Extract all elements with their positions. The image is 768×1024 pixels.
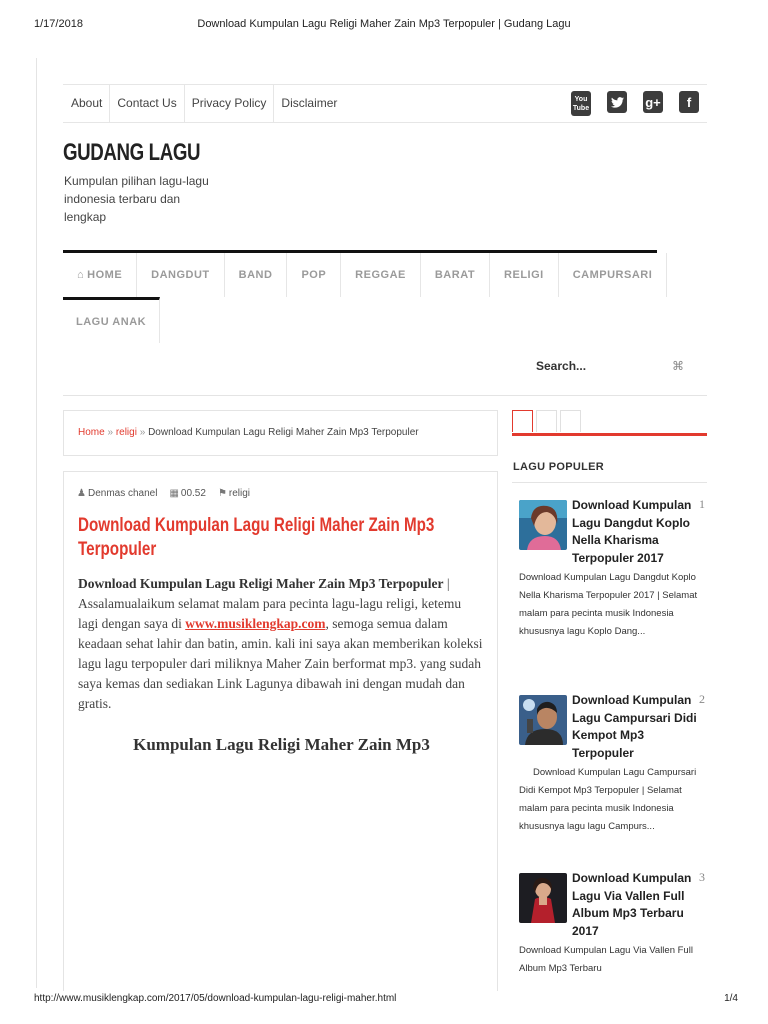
popular-item[interactable] — [519, 870, 705, 978]
twitter-bird-glyph — [611, 97, 624, 108]
divider — [63, 395, 707, 396]
post-title: Download Kumpulan Lagu Religi Maher Zain Mp3 Terpopuler — [78, 515, 435, 560]
nav-home-label: HOME — [87, 269, 123, 281]
topnav-contact[interactable]: Contact Us — [110, 85, 184, 122]
post-card — [63, 471, 498, 991]
post-meta — [77, 488, 250, 499]
sidebar-tab-3[interactable] — [560, 410, 581, 432]
breadcrumb-separator: » — [107, 427, 114, 438]
popular-excerpt: Download Kumpulan Lagu Dangdut Koplo Nella Kharisma Terpopuler 2017 | Selamat malam para pecinta musik Indonesia khususnya lagu Koplo Dang... — [519, 572, 698, 637]
topnav-disclaimer[interactable]: Disclaimer — [281, 96, 338, 110]
nav-home[interactable] — [63, 253, 137, 297]
popular-thumbnail[interactable] — [519, 873, 567, 923]
post-time — [169, 488, 205, 499]
post-body — [78, 574, 484, 714]
popular-rank: 3 — [699, 870, 705, 884]
post-lead-text: | Assalamualaikum selamat malam para pecinta lagu-lagu religi, ketemu lagi dengan saya di — [78, 576, 462, 631]
nav-dangdut[interactable]: DANGDUT — [137, 253, 225, 297]
breadcrumb-current: Download Kumpulan Lagu Religi Maher Zain Mp3 Terpopuler — [148, 427, 419, 438]
tag-icon: ⚑ — [217, 488, 227, 499]
page-frame-left — [36, 58, 37, 988]
popular-rank: 2 — [699, 692, 705, 706]
topnav-privacy[interactable]: Privacy Policy — [185, 85, 275, 122]
popular-excerpt: Download Kumpulan Lagu Via Vallen Full Album Mp3 Terbaru — [519, 945, 693, 974]
post-time-value: 00.52 — [180, 488, 206, 499]
nav-pop[interactable]: POP — [287, 253, 341, 297]
print-url: http://www.musiklengkap.com/2017/05/download-kumpulan-lagu-religi-maher.html — [34, 993, 397, 1004]
google-plus-icon[interactable]: g+ — [643, 91, 663, 113]
popular-thumbnail[interactable] — [519, 695, 567, 745]
user-icon: ♟ — [77, 488, 86, 499]
print-page-number: 1/4 — [724, 993, 738, 1004]
social-links — [571, 91, 699, 116]
youtube-icon-bottom: Tube — [572, 104, 590, 112]
post-tag-label: religi — [228, 488, 251, 499]
nav-religi[interactable]: RELIGI — [490, 253, 559, 297]
nav-lagu-anak[interactable]: LAGU ANAK — [63, 297, 160, 343]
site-title[interactable]: GUDANG LAGU — [63, 139, 201, 166]
main-nav — [63, 250, 657, 328]
portrait-image — [519, 695, 567, 745]
post-author[interactable] — [77, 488, 157, 499]
nav-campursari[interactable]: CAMPURSARI — [559, 253, 668, 297]
popular-title[interactable]: Download Kumpulan Lagu Via Vallen Full Album Mp3 Terbaru 2017 — [572, 871, 692, 938]
calendar-icon: ▦ — [169, 488, 179, 499]
breadcrumb-separator: » — [139, 427, 146, 438]
facebook-icon[interactable]: f — [679, 91, 699, 113]
breadcrumb — [63, 410, 498, 456]
popular-rank: 1 — [699, 497, 705, 511]
popular-title[interactable]: Download Kumpulan Lagu Campursari Didi Kempot Mp3 Terpopuler — [572, 693, 697, 760]
sidebar-tab-underline — [512, 433, 707, 436]
divider — [512, 482, 707, 483]
search-input[interactable]: Search... — [536, 359, 587, 373]
post-tag[interactable] — [218, 488, 250, 499]
sidebar-tabs — [512, 410, 581, 432]
home-icon: ⌂ — [77, 269, 85, 281]
main-nav-row — [63, 250, 657, 297]
breadcrumb-category[interactable]: religi — [115, 427, 137, 438]
post-subheading: Kumpulan Lagu Religi Maher Zain Mp3 — [133, 735, 430, 754]
site-tagline: Kumpulan pilihan lagu-lagu indonesia terbaru dan lengkap — [64, 174, 209, 224]
nav-band[interactable]: BAND — [225, 253, 288, 297]
breadcrumb-home[interactable]: Home — [78, 427, 105, 438]
popular-thumbnail[interactable] — [519, 500, 567, 550]
search-icon[interactable]: ⌘ — [672, 359, 684, 373]
post-site-link[interactable]: www.musiklengkap.com — [185, 616, 326, 631]
popular-item[interactable] — [519, 692, 705, 836]
top-bar — [63, 84, 707, 123]
post-author-name: Denmas chanel — [87, 488, 158, 499]
youtube-icon[interactable] — [571, 91, 591, 116]
print-title: Download Kumpulan Lagu Religi Maher Zain Mp3 Terpopuler | Gudang Lagu — [197, 18, 571, 30]
popular-title[interactable]: Download Kumpulan Lagu Dangdut Koplo Nella Kharisma Terpopuler 2017 — [572, 498, 692, 565]
nav-barat[interactable]: BARAT — [421, 253, 490, 297]
sidebar-tab-2[interactable] — [536, 410, 557, 432]
portrait-image — [519, 873, 567, 923]
sidebar-tab-1[interactable] — [512, 410, 533, 432]
print-date: 1/17/2018 — [34, 18, 83, 30]
youtube-icon-top: You — [574, 95, 588, 103]
portrait-image — [519, 500, 567, 550]
nav-reggae[interactable]: REGGAE — [341, 253, 421, 297]
popular-item[interactable] — [519, 497, 705, 641]
sidebar-heading: LAGU POPULER — [513, 461, 604, 473]
twitter-icon[interactable] — [607, 91, 627, 113]
post-lead-bold: Download Kumpulan Lagu Religi Maher Zain Mp3 Terpopuler — [78, 576, 444, 591]
top-nav — [63, 85, 344, 122]
topnav-about[interactable]: About — [63, 85, 110, 122]
post-body-text: , semoga semua dalam keadaan sehat lahir dan batin, amin. kali ini saya akan memberikan koleksi lagu lagu terpopuler dari miliknya Maher Zain berformat mp3. yang sudah saya kemas dan sediakan Link Lagunya dibawah ini dengan mudah dan gratis. — [78, 616, 483, 711]
popular-excerpt: Download Kumpulan Lagu Campursari Didi Kempot Mp3 Terpopuler | Selamat malam para pecinta musik Indonesia khususnya lagu lagu Campurs... — [519, 767, 697, 832]
